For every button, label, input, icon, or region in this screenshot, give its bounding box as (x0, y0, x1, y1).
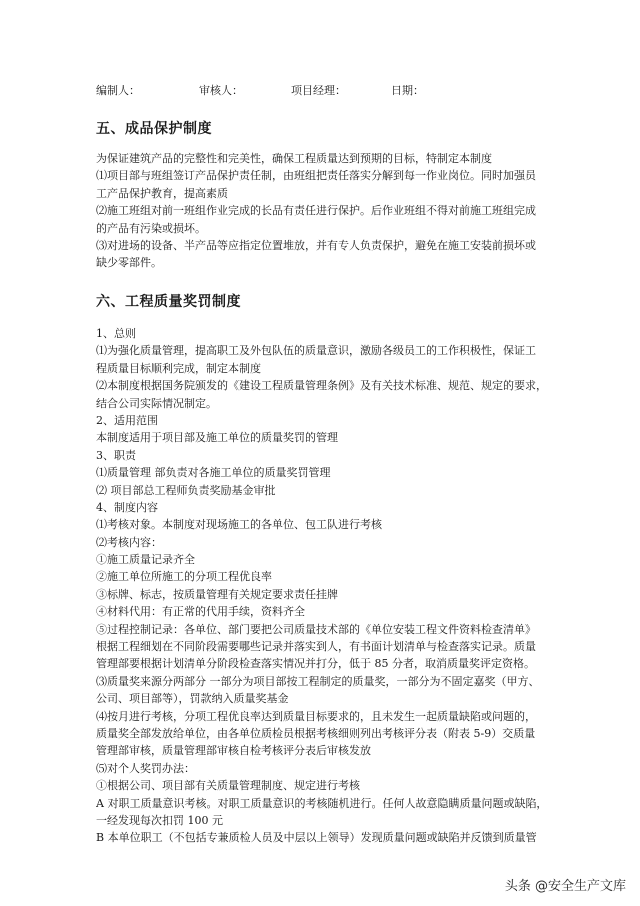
paragraph-line: ⑸对个人奖罚办法： (96, 761, 195, 775)
paragraph-line: A 对职工质量意识考核。对职工质量意识的考核随机进行。任何人故意隐瞒质量问题或缺陷， (96, 796, 548, 810)
paragraph-line: B 本单位职工（不包括专兼质检人员及中层以上领导）发现质量问题或缺陷并反馈到质量管 (96, 831, 537, 845)
paragraph-line: 2、适用范围 (96, 413, 158, 427)
paragraph-line: 管理部审核，质量管理部审核自检考核评分表后审核发放 (96, 744, 371, 758)
paragraph-line: ⑵本制度根据国务院颁发的《建设工程质量管理条例》及有关技术标准、规范、规定的要求， (96, 379, 547, 393)
paragraph-line: 4、制度内容 (96, 500, 158, 514)
date-label: 日期： (391, 84, 424, 97)
section-5-title: 五、成品保护制度 (96, 121, 212, 137)
paragraph-line: ①施工质量记录齐全 (96, 553, 195, 567)
paragraph-line: ④材料代用：有正常的代用手续，资料齐全 (96, 605, 305, 619)
section-6-title: 六、工程质量奖罚制度 (96, 294, 241, 310)
paragraph-line: ⑵施工班组对前一班组作业完成的长品有责任进行保护。后作业班组不得对前施工班组完成 (96, 204, 536, 218)
paragraph-line: ⑤过程控制记录：各单位、部门要把公司质量技术部的《单位安装工程文件资料检查清单》 (96, 622, 536, 636)
paragraph-line: 质量奖全部发放给单位，由各单位质检员根据考核细则列出考核评分表（附表 5-9）交质量 (96, 726, 536, 740)
paragraph-line: ⑴质量管理 部负责对各施工单位的质量奖罚管理 (96, 466, 331, 480)
paragraph-line: ⑴为强化质量管理，提高职工及外包队伍的质量意识，激励各级员工的工作积极性，保证工 (96, 344, 536, 358)
paragraph-line: ⑵考核内容： (96, 535, 162, 549)
paragraph-line: 管理部要根据计划清单分阶段检查落实情况并打分，低于 85 分者，取消质量奖评定资格。 (96, 657, 535, 671)
paragraph-line: ⑶对进场的设备、半产品等应指定位置堆放，并有专人负责保护，避免在施工安装前损坏或 (96, 238, 536, 252)
section-6-body (96, 325, 552, 847)
paragraph-line: ③标牌、标志，按质量管理有关规定要求责任挂牌 (96, 587, 338, 601)
paragraph-line: 结合公司实际情况制定。 (96, 396, 217, 410)
paragraph-line: 程质量目标顺利完成，制定本制度 (96, 361, 261, 375)
paragraph-line: 本制度适用于项目部及施工单位的质量奖罚的管理 (96, 431, 338, 445)
paragraph-line: 3、职责 (96, 448, 136, 462)
watermark: 头条 @安全生产文库 (504, 879, 626, 894)
paragraph-line: ①根据公司、项目部有关质量管理制度、规定进行考核 (96, 779, 360, 793)
paragraph-line: 为保证建筑产品的完整性和完美性，确保工程质量达到预期的目标，特制定本制度 (96, 152, 492, 165)
paragraph-line: 一经发现每次扣罚 100 元 (96, 813, 223, 827)
reviewer-label: 审核人： (199, 84, 243, 97)
paragraph-line: ②施工单位所施工的分项工程优良率 (96, 570, 272, 584)
paragraph-line: ⑴项目部与班组签订产品保护责任制，由班组把责任落实分解到每一作业岗位。同时加强员 (96, 169, 536, 183)
paragraph-line: 的产品有污染或损坏。 (96, 221, 206, 235)
compiler-label: 编制人： (96, 84, 140, 97)
paragraph-line: 公司、项目部等），罚款纳入质量奖基金 (96, 692, 289, 706)
paragraph-line: 1、总则 (96, 327, 136, 340)
paragraph-line: ⑵ 项目部总工程师负责奖励基金审批 (96, 483, 276, 497)
paragraph-line: ⑴考核对象。本制度对现场施工的各单位、包工队进行考核 (96, 518, 382, 532)
paragraph-line: 缺少零部件。 (96, 256, 162, 270)
signature-row (96, 82, 424, 98)
paragraph-line: ⑷按月进行考核，分项工程优良率达到质量目标要求的，且未发生一起质量缺陷或问题的， (96, 709, 536, 723)
project-manager-label: 项目经理： (291, 84, 346, 97)
paragraph-line: ⑶质量奖来源分两部分 一部分为项目部按工程制定的质量奖，一部分为不固定嘉奖（甲方、 (96, 674, 540, 688)
paragraph-line: 工产品保护教育，提高素质 (96, 186, 228, 200)
paragraph-line: 根据工程细划在不同阶段需要哪些记录并落实到人，有书面计划清单与检查落实记录。质量 (96, 640, 536, 654)
section-5-body (96, 150, 552, 272)
